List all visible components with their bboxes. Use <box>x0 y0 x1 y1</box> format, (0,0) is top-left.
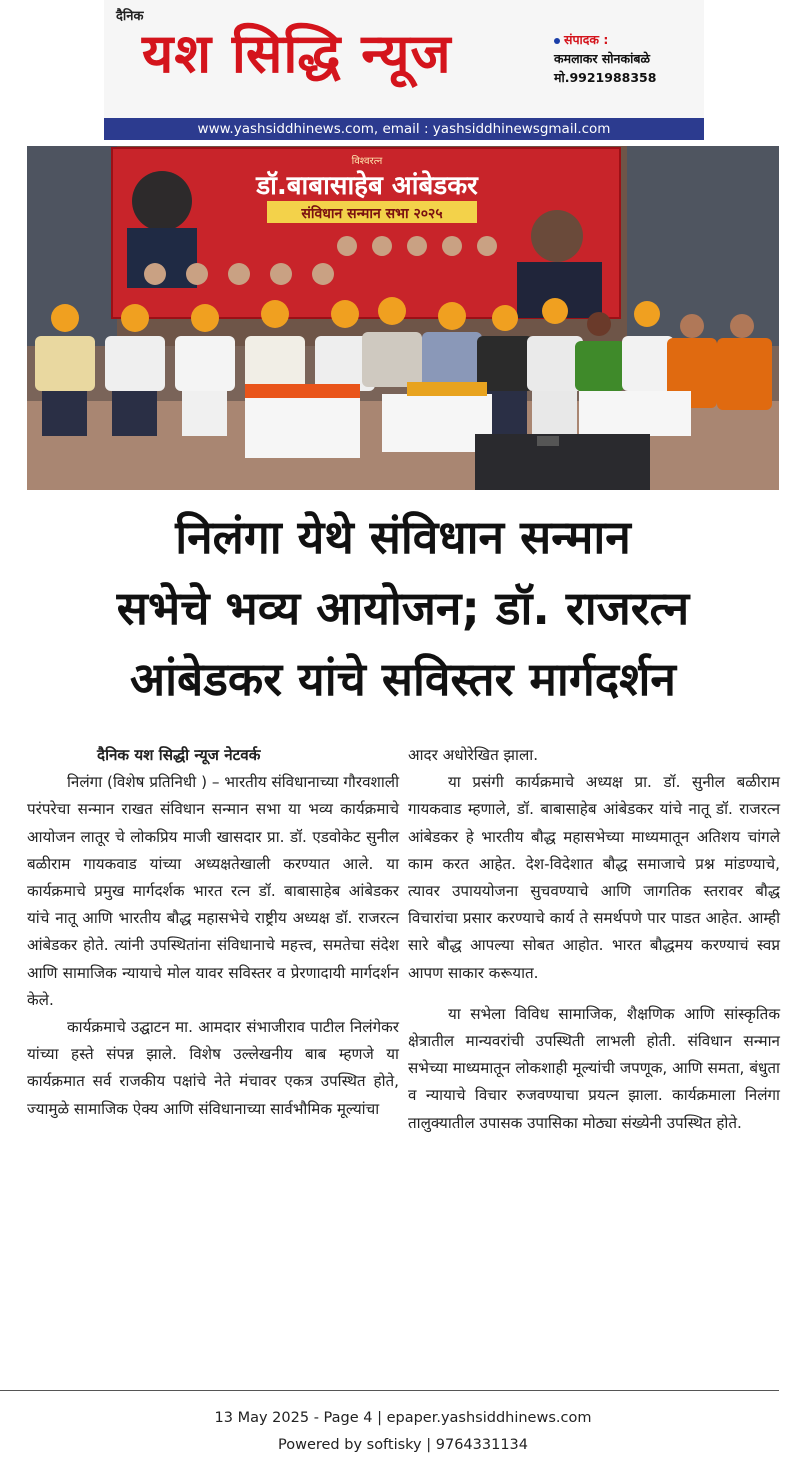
event-photo <box>27 146 779 490</box>
newspaper-name: यश सिद्धि न्यूज <box>142 22 452 85</box>
article-paragraph-2: कार्यक्रमाचे उद्घाटन मा. आमदार संभाजीराव पाटील निलंगेकर यांच्या हस्ते संपन्न झाले. विशेष उल्लेखनीय बाब म्हणजे या कार्यक्रमात सर्व राजकीय पक्षांचे नेते मंचावर एकत्र उपस्थित होते, ज्यामुळे सामाजिक ऐक्य आणि संविधानाच्या सार्वभौमिक मूल्यांचा <box>27 1018 399 1118</box>
article-paragraph-1: निलंगा (विशेष प्रतिनिधी ) – भारतीय संविधानाच्या गौरवशाली परंपरेचा सन्मान राखत संविधान सन्मान सभा या भव्य कार्यक्रमाचे आयोजन लातूर चे लोकप्रिय माजी खासदार प्रा. डॉ. एडवोकेट सुनील बळीराम गायकवाड यांच्या अध्यक्षतेखाली करण्यात आले. या कार्यक्रमाचे प्रमुख मार्गदर्शक भारत रत्न डॉ. बाबासाहेब आंबेडकर यांचे नातू आणि भारतीय बौद्ध महासभेचे राष्ट्रीय अध्यक्ष डॉ. राजरत्न आंबेडकर होते. त्यांनी उपस्थितांना संविधानाचे महत्त्व, समतेचा संदेश आणि सामाजिक न्यायाचे मोल यावर सविस्तर व प्रेरणादायी मार्गदर्शन केले. <box>27 773 399 1009</box>
website-email-strip: www.yashsiddhinews.com, email : yashsiddhinewsgmail.com <box>104 118 704 140</box>
editor-phone: मो.9921988358 <box>554 70 657 85</box>
article-column-right <box>408 742 780 1137</box>
headline <box>20 502 786 715</box>
article-paragraph-3: या प्रसंगी कार्यक्रमाचे अध्यक्ष प्रा. डॉ. सुनील बळीराम गायकवाड म्हणाले, डॉ. बाबासाहेब आंबेडकर यांचे नातू डॉ. राजरत्न आंबेडकर हे भारतीय बौद्ध महासभेच्या माध्यमातून अतिशय चांगले काम करत आहेत. देश-विदेशात बौद्ध समाजाचे प्रश्न मांडण्याचे, त्यावर उपाययोजना सुचवण्याचे आणि जागतिक स्तरावर बौद्ध विचारांचा प्रसार करण्याचे कार्य ते समर्थपणे पार पाडत आहेत. आम्ही सारे बौद्ध आपल्या सोबत आहोत. भारत बौद्धमय करण्याचं स्वप्न आपण साकार करूयात. <box>408 773 780 982</box>
article-paragraph-2-continued: आदर अधोरेखित झाला. <box>408 746 539 764</box>
event-photo-illustration <box>27 146 779 490</box>
footer-divider <box>0 1390 779 1391</box>
article-column-left <box>27 742 399 1123</box>
banner-event-text: संविधान सन्मान सभा २०२५ <box>301 206 443 222</box>
headline-line-1: निलंगा येथे संविधान सन्मान <box>175 510 631 564</box>
editor-name: कमलाकर सोनकांबळे <box>554 51 650 66</box>
editor-label: संपादक : <box>564 32 609 47</box>
footer-date-page: 13 May 2025 - Page 4 | epaper.yashsiddhinews.com <box>214 1410 592 1426</box>
headline-line-3: आंबेडकर यांचे सविस्तर मार्गदर्शन <box>130 652 676 706</box>
footer-powered-by: Powered by softisky | 9764331134 <box>277 1437 528 1453</box>
banner-name-text: डॉ.बाबासाहेब आंबेडकर <box>256 171 478 201</box>
editor-info <box>554 30 656 87</box>
bullet-icon <box>554 38 560 44</box>
article-paragraph-4: या सभेला विविध सामाजिक, शैक्षणिक आणि सांस्कृतिक क्षेत्रातील मान्यवरांची उपस्थिती लाभली होती. संविधान सन्मान सभेच्या माध्यमातून लोकशाही मूल्यांची जपणूक, आणि समता, बंधुता व न्यायाचे विचार रुजवण्याचा प्रयत्न झाला. कार्यक्रमाला निलंगा तालुक्यातील उपासक उपासिका मोठ्या संख्येनी उपस्थित होते. <box>408 1004 780 1132</box>
masthead-daily-label: दैनिक <box>116 9 144 24</box>
article-byline: दैनिक यश सिद्धी न्यूज नेटवर्क <box>97 746 261 764</box>
headline-line-2: सभेचे भव्य आयोजन; डॉ. राजरत्न <box>116 581 690 635</box>
masthead <box>104 0 704 118</box>
banner-top-text: विश्वरत्न <box>351 156 383 167</box>
